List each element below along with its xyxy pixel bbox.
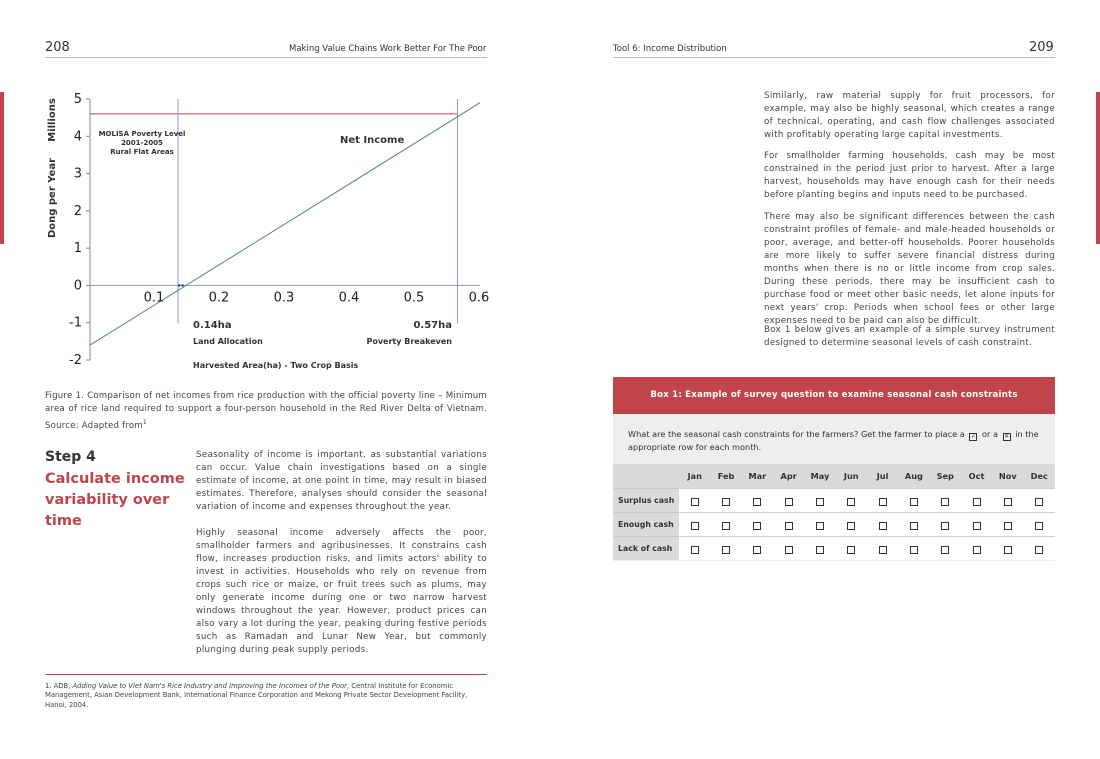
checkbox[interactable] [910,522,918,530]
series-label-net-income: Net Income [340,135,405,146]
y-tick-label: 1 [73,241,82,257]
checkbox[interactable] [910,498,918,506]
month-header-row [613,464,1055,488]
marker-value-poverty-breakeven: 0.57ha [413,320,452,331]
month-cell[interactable] [679,488,710,512]
marker-label-poverty-breakeven: Poverty Breakeven [366,337,452,346]
checkbox[interactable] [941,498,949,506]
checkbox[interactable] [941,522,949,530]
month-header: May [804,464,835,488]
checkbox[interactable] [816,546,824,554]
month-cell[interactable] [930,512,961,536]
step-label: Step 4 [45,449,96,465]
month-header: Mar [742,464,773,488]
checkbox[interactable] [910,546,918,554]
right-header-rule [613,57,1055,58]
left-running-header: Making Value Chains Work Better For The Poor [289,44,487,54]
checkbox[interactable] [753,522,761,530]
month-header: Jan [679,464,710,488]
footnote-prefix: 1. ADB, [45,682,73,690]
right-page-number: 209 [1029,40,1054,55]
y-tick-label: 0 [73,278,82,294]
question-part1: What are the seasonal cash constraints for the farmers? Get the farmer to place a [628,429,965,439]
grid-row [613,488,1055,512]
checkbox[interactable] [753,546,761,554]
month-cell[interactable] [867,488,898,512]
caption-text: Figure 1. Comparison of net incomes from rice production with the official poverty line – Minimum area of rice land required to support a four-person household in the Red River Delta of Vietnam. Source: Adapted from [45,391,487,431]
cash-constraint-grid [613,464,1055,560]
checkbox[interactable] [847,498,855,506]
month-header: Aug [898,464,929,488]
month-cell[interactable] [836,512,867,536]
month-cell[interactable] [742,512,773,536]
x-tick-label: 0.6 [468,290,490,306]
month-header: Jun [836,464,867,488]
month-cell[interactable] [1024,512,1056,536]
figure-caption [45,390,487,433]
y-tick-label: 2 [73,203,82,219]
month-header: Apr [773,464,804,488]
box-1-survey [613,377,1055,561]
checkbox[interactable] [816,522,824,530]
tick-box-icon: ✓ [970,433,976,440]
row-label: Surplus cash [613,488,679,512]
x-tick-label: 0.5 [403,290,425,306]
question-or: or a [982,429,998,439]
y-tick-label: 4 [73,129,82,145]
month-cell[interactable] [930,488,961,512]
month-cell[interactable] [898,512,929,536]
month-header: Feb [710,464,741,488]
left-paragraph-1: Seasonality of income is important, as substantial variations can occur. Value chain investigations based on a single estimate of income, at one point in time, may result in biased estimates. Therefore, analyses should consider the seasonal variation of income and expenses throughout the year. [196,450,487,512]
marker-value-land-allocation: 0.14ha [193,320,232,331]
checkbox[interactable] [847,522,855,530]
corner-cell [613,464,679,488]
x-tick-label: 0.3 [273,290,295,306]
checkbox[interactable] [973,522,981,530]
box-question [613,414,1055,463]
month-cell[interactable] [898,488,929,512]
month-cell[interactable] [710,488,741,512]
month-cell[interactable] [1024,536,1056,560]
chart-ylabel: Dong per Year [47,157,58,239]
checkbox[interactable] [722,546,730,554]
checkbox[interactable] [785,522,793,530]
month-header: Nov [992,464,1023,488]
chart-svg [40,85,490,375]
month-cell[interactable] [961,512,992,536]
chart-ylabel-outer: Millions [47,98,58,142]
footnote [45,682,487,710]
checkbox[interactable] [691,522,699,530]
month-cell[interactable] [961,536,992,560]
checkbox[interactable] [753,498,761,506]
month-cell[interactable] [992,512,1023,536]
question-part2: in the appropriate row for each month. [628,429,1039,452]
x-tick-label: 0.1 [143,290,165,306]
month-cell[interactable] [804,488,835,512]
checkbox[interactable] [1035,546,1043,554]
row-label: Lack of cash [613,536,679,560]
poverty-annotation-line2: 2001-2005 [121,139,163,147]
month-cell[interactable] [867,512,898,536]
left-paragraph-2: Highly seasonal income adversely affects the poor, smallholder farmers and agribusinesses. It constrains cash flow, increases production risks, and limits actors' ability to invest in activities. Households who rely on revenue from crops such rice or maize, or fruit trees such as plums, may only generate income during one or two narrow harvest windows throughout the year. However, product prices can also vary a lot during the year, peaking during festive periods such as Ramadan and Lunar New Year, but commonly plunging during peak supply periods. [196,528,487,655]
grid-row [613,536,1055,560]
chart-xlabel: Harvested Area(ha) - Two Crop Basis [193,361,359,370]
crossing-dot [181,284,183,286]
month-cell[interactable] [1024,488,1056,512]
month-header: Sep [930,464,961,488]
month-cell[interactable] [679,536,710,560]
grid-row [613,512,1055,536]
month-cell[interactable] [742,488,773,512]
x-tick-label: 0.2 [208,290,230,306]
cross-box-icon: ✕ [1004,433,1010,440]
month-cell[interactable] [961,488,992,512]
month-cell[interactable] [898,536,929,560]
marker-label-land-allocation: Land Allocation [193,337,263,346]
checkbox[interactable] [879,546,887,554]
month-cell[interactable] [773,536,804,560]
checkbox[interactable] [1035,522,1043,530]
month-cell[interactable] [710,512,741,536]
checkbox[interactable] [847,546,855,554]
row-label: Enough cash [613,512,679,536]
box-title: Box 1: Example of survey question to examine seasonal cash constraints [613,377,1055,414]
month-cell[interactable] [804,512,835,536]
net-income-chart [40,85,490,375]
month-cell[interactable] [992,488,1023,512]
caption-footnote-ref: 1 [142,419,147,426]
checkbox[interactable] [1035,498,1043,506]
right-paragraph-1: Similarly, raw material supply for fruit processors, for example, may also be highly seasonal, which creates a range of technical, operating, and cash flow challenges associated with profitably operating large capital investments. [764,91,1055,140]
month-cell[interactable] [867,536,898,560]
y-tick-label: 5 [73,92,82,107]
month-cell[interactable] [930,536,961,560]
checkbox[interactable] [879,498,887,506]
checkbox[interactable] [816,498,824,506]
left-page-number: 208 [45,40,70,55]
step-title: Calculate income variability over time [45,471,185,529]
left-header-rule [45,57,487,58]
right-accent-bar [1096,92,1100,244]
month-cell[interactable] [836,488,867,512]
x-tick-label: 0.4 [338,290,360,306]
checkbox[interactable] [941,546,949,554]
crossing-dot [178,284,180,286]
checkbox[interactable] [1004,498,1012,506]
month-cell[interactable] [992,536,1023,560]
footnote-rest: , Central Institute for Economic Management, Asian Development Bank, International Finance Corporation and Mekong Private Sector Development Facility, Hanoi, 2004. [45,682,468,709]
y-tick-label: -1 [69,315,82,331]
footnote-rule [45,674,487,675]
checkbox[interactable] [785,546,793,554]
month-cell[interactable] [773,512,804,536]
left-accent-bar [0,92,4,244]
poverty-annotation-line1: MOLISA Poverty Level [98,130,186,138]
checkbox[interactable] [722,522,730,530]
y-tick-label: 3 [73,166,82,182]
checkbox[interactable] [722,498,730,506]
checkbox[interactable] [973,546,981,554]
checkbox[interactable] [973,498,981,506]
month-header: Dec [1024,464,1056,488]
checkbox[interactable] [879,522,887,530]
checkbox[interactable] [691,546,699,554]
month-header: Jul [867,464,898,488]
checkbox[interactable] [691,498,699,506]
month-cell[interactable] [679,512,710,536]
right-paragraph-2: For smallholder farming households, cash may be most constrained in the period just prior to harvest. After a large harvest, households may have enough cash for their needs before planting begins and inputs need to be purchased. [764,151,1055,200]
right-paragraph-4: Box 1 below gives an example of a simple survey instrument designed to determine seasonal levels of cash constraint. [764,325,1055,348]
y-tick-label: -2 [69,353,82,368]
footnote-title: Adding Value to Viet Nam's Rice Industry and Improving the Incomes of the Poor [72,682,347,690]
checkbox[interactable] [1004,546,1012,554]
month-header: Oct [961,464,992,488]
month-cell[interactable] [804,536,835,560]
checkbox[interactable] [1004,522,1012,530]
checkbox[interactable] [785,498,793,506]
month-cell[interactable] [710,536,741,560]
poverty-annotation-line3: Rural Flat Areas [110,148,174,156]
month-cell[interactable] [742,536,773,560]
month-cell[interactable] [836,536,867,560]
right-paragraph-3: There may also be significant differences between the cash constraint profiles of female- and male-headed households or poor, average, and better-off households. Poorer households are more likely to suffer severe financial distress during months when there is no or little income from crop sales. During these periods, there may be insufficient cash to purchase food or meet other basic needs, let alone inputs for next years' crop. Periods when school fees or other large expenses need to be paid can also be difficult. [764,212,1055,326]
right-running-header: Tool 6: Income Distribution [613,44,727,54]
month-cell[interactable] [773,488,804,512]
